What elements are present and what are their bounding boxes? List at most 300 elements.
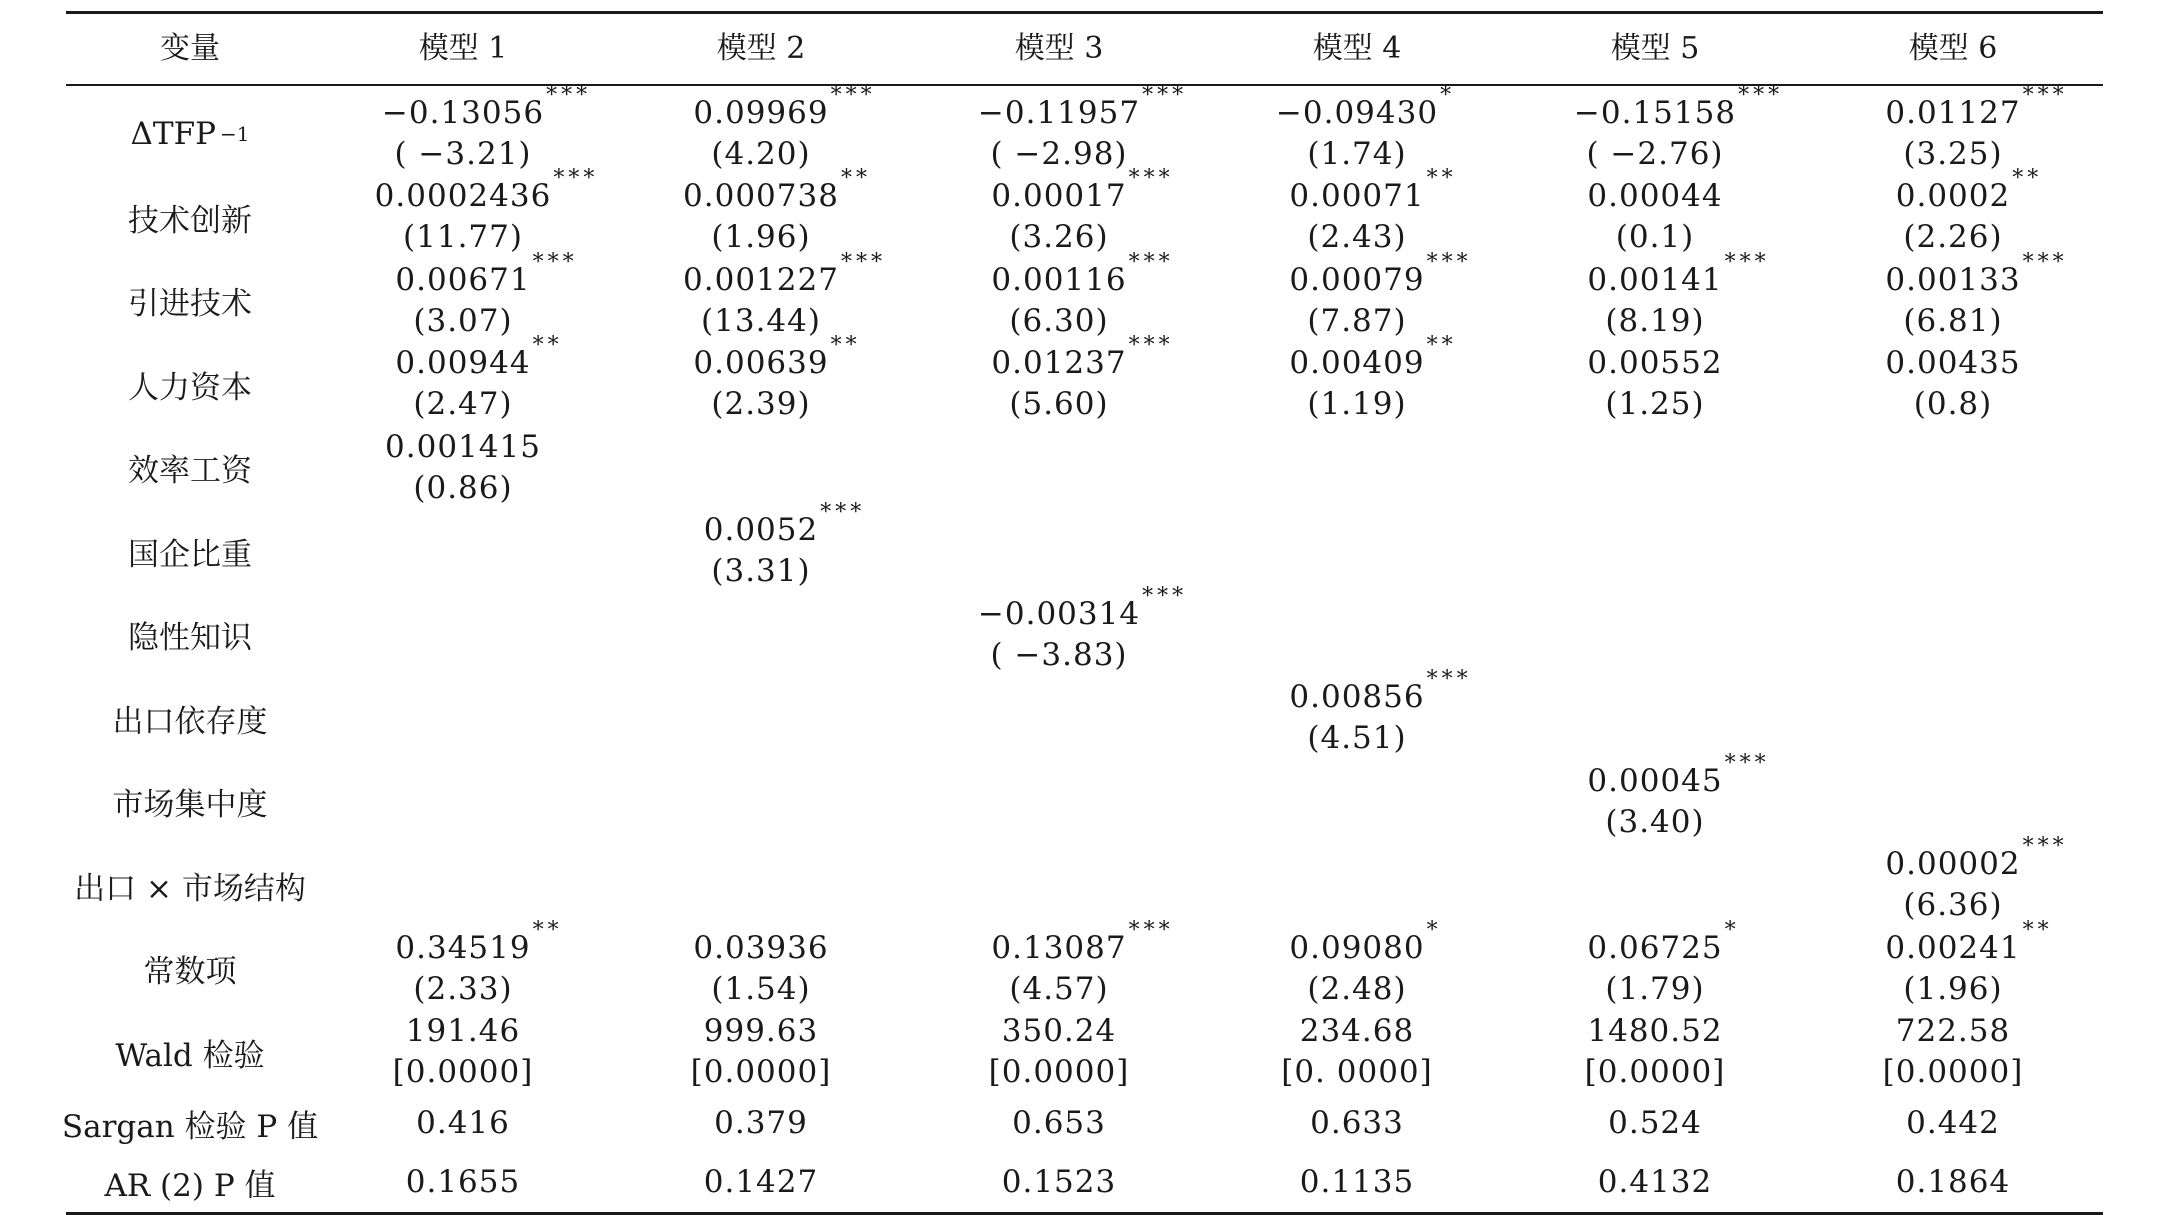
- header-model-1: 模型 1: [418, 31, 508, 66]
- table-cell: [1804, 1094, 2102, 1153]
- table-cell: [910, 333, 1208, 427]
- coefficient-text: 0.0002436: [374, 178, 552, 215]
- coefficient-value: [991, 917, 1174, 969]
- header-model-6: 模型 6: [1908, 31, 1998, 66]
- coefficient-text: 0.34519: [395, 929, 531, 966]
- regression-table: [61, 11, 2103, 1215]
- statistic-value: (4.51): [1307, 720, 1407, 757]
- coefficient-text: 0.1655: [405, 1164, 521, 1200]
- table-cell: [314, 166, 612, 260]
- coefficient-text: 234.68: [1299, 1013, 1415, 1050]
- table-cell: [612, 1094, 910, 1153]
- statistic-value: (1.25): [1605, 386, 1705, 423]
- table-cell: [612, 677, 910, 761]
- coefficient-value: [1289, 667, 1472, 718]
- statistic-value: ( −2.76): [1586, 135, 1724, 172]
- table-row: [66, 583, 2103, 677]
- statistic-value: (1.96): [1903, 970, 2003, 1007]
- table-header: [66, 14, 2103, 86]
- coefficient-value: [977, 82, 1188, 134]
- coefficient-value: [714, 1103, 808, 1144]
- table-cell: [1804, 249, 2102, 343]
- coefficient-text: 0.00671: [395, 261, 531, 298]
- coefficient-text: 0.09969: [693, 94, 829, 131]
- coefficient-text: 0.01127: [1885, 94, 2021, 131]
- table-cell: [910, 583, 1208, 677]
- table-cell: [612, 844, 910, 928]
- variable-name: 人力资本: [128, 369, 252, 406]
- statistic-value: ( −3.21): [394, 135, 532, 172]
- table-row: [66, 834, 2103, 928]
- coefficient-value: [1310, 1103, 1404, 1144]
- coefficient-value: [1275, 82, 1456, 134]
- table-cell: [314, 333, 612, 427]
- table-cell: [910, 1094, 1208, 1153]
- table-cell: [1804, 1153, 2102, 1212]
- table-cell: [1804, 760, 2102, 844]
- coefficient-text: 0.653: [1012, 1105, 1106, 1141]
- table-cell: [1506, 343, 1804, 427]
- significance-stars: *: [1426, 917, 1442, 943]
- statistic-value: (2.48): [1307, 970, 1407, 1007]
- significance-stars: ***: [1142, 583, 1188, 609]
- table-cell: [1804, 426, 2102, 510]
- significance-stars: *: [1724, 917, 1740, 943]
- statistic-value: (4.20): [711, 135, 811, 172]
- significance-stars: ***: [1724, 750, 1770, 776]
- coefficient-text: 0.1135: [1299, 1164, 1415, 1200]
- coefficient-text: −0.00314: [977, 595, 1141, 632]
- coefficient-text: 0.09080: [1289, 929, 1425, 966]
- significance-stars: **: [532, 333, 563, 359]
- statistic-value: (6.81): [1903, 302, 2003, 339]
- table-cell: [1208, 844, 1506, 928]
- table-cell: [910, 1153, 1208, 1212]
- coefficient-value: [1587, 750, 1770, 802]
- statistic-value: [0.0000]: [392, 1054, 534, 1091]
- coefficient-text: 0.00241: [1885, 929, 2021, 966]
- table-cell: [1208, 917, 1506, 1011]
- coefficient-value: [1587, 1011, 1722, 1052]
- coefficient-value: [395, 333, 563, 384]
- statistic-value: (2.43): [1307, 219, 1407, 256]
- coefficient-value: [374, 166, 599, 217]
- coefficient-text: 191.46: [405, 1013, 521, 1050]
- coefficient-value: [1587, 176, 1722, 217]
- statistic-value: (5.60): [1009, 386, 1109, 423]
- coefficient-value: [991, 249, 1174, 301]
- coefficient-text: 0.1523: [1001, 1164, 1117, 1200]
- table-cell: [612, 927, 910, 1011]
- variable-name: 隐性知识: [128, 620, 252, 657]
- coefficient-text: 0.001415: [385, 428, 541, 465]
- significance-stars: ***: [553, 166, 599, 192]
- variable-name: AR (2) P 值: [104, 1168, 276, 1204]
- table-row: [66, 500, 2103, 594]
- table-cell: [612, 166, 910, 260]
- table-cell: [1804, 343, 2102, 427]
- coefficient-text: −0.11957: [977, 94, 1141, 131]
- table-cell: [314, 844, 612, 928]
- table-cell: [910, 166, 1208, 260]
- table-cell: [910, 1011, 1208, 1095]
- significance-stars: **: [1426, 166, 1457, 192]
- table-cell: [910, 249, 1208, 343]
- header-model-4: 模型 4: [1312, 31, 1402, 66]
- statistic-value: (2.26): [1903, 219, 2003, 256]
- statistic-value: (6.30): [1009, 302, 1109, 339]
- table-cell: [1506, 510, 1804, 594]
- coefficient-text: 0.0002: [1895, 178, 2011, 215]
- coefficient-text: 0.00552: [1587, 345, 1723, 382]
- table-cell: [1506, 82, 1804, 176]
- table-cell: [1208, 593, 1506, 677]
- table-cell: [1804, 166, 2102, 260]
- coefficient-value: [1598, 1162, 1712, 1203]
- table-cell: [1208, 760, 1506, 844]
- variable-name: Wald 检验: [115, 1037, 265, 1074]
- coefficient-value: [1587, 917, 1740, 969]
- variable-name: 引进技术: [128, 286, 252, 323]
- variable-subscript: −1: [219, 121, 250, 146]
- coefficient-value: [1573, 82, 1784, 134]
- table-cell: [612, 426, 910, 510]
- variable-name: 国企比重: [128, 536, 252, 573]
- significance-stars: ***: [1738, 82, 1784, 108]
- row-variable-label: [61, 1094, 319, 1153]
- table-row: [66, 82, 2103, 176]
- table-cell: [1208, 166, 1506, 260]
- variable-name: 出口 × 市场结构: [74, 870, 306, 907]
- coefficient-value: [977, 583, 1188, 635]
- table-row: [61, 1094, 2103, 1153]
- coefficient-value: [1289, 166, 1457, 217]
- coefficient-text: 0.001227: [683, 261, 839, 298]
- table-cell: [1804, 82, 2102, 176]
- coefficient-value: [1002, 1162, 1116, 1203]
- statistic-value: ( −3.83): [990, 636, 1128, 673]
- significance-stars: ***: [2022, 82, 2068, 108]
- table-row: [66, 667, 2103, 761]
- significance-stars: ***: [1128, 249, 1174, 275]
- table-cell: [1506, 249, 1804, 343]
- table-row: [66, 917, 2103, 1011]
- coefficient-text: 0.00002: [1885, 846, 2021, 883]
- table-cell: [1208, 1011, 1506, 1095]
- table-row: [66, 426, 2103, 510]
- coefficient-text: −0.13056: [381, 94, 545, 131]
- coefficient-value: [1002, 1011, 1116, 1052]
- coefficient-text: 0.00017: [991, 178, 1127, 215]
- significance-stars: ***: [820, 500, 866, 526]
- significance-stars: ***: [830, 82, 876, 108]
- significance-stars: **: [1426, 333, 1457, 359]
- coefficient-value: [1587, 343, 1722, 384]
- coefficient-text: 1480.52: [1587, 1013, 1723, 1050]
- table-cell: [1506, 677, 1804, 761]
- table-cell: [1208, 1153, 1506, 1212]
- coefficient-value: [395, 249, 578, 301]
- table-row: [66, 1153, 2103, 1212]
- coefficient-value: [406, 1011, 520, 1052]
- row-variable-label: [66, 593, 314, 677]
- statistic-value: (2.47): [413, 386, 513, 423]
- coefficient-value: [693, 82, 876, 134]
- table-cell: [910, 426, 1208, 510]
- row-variable-label: [66, 259, 314, 343]
- significance-stars: ***: [1128, 917, 1174, 943]
- table-cell: [1208, 510, 1506, 594]
- statistic-value: [0. 0000]: [1281, 1054, 1433, 1091]
- table-row: [66, 1011, 2103, 1095]
- table-cell: [1506, 593, 1804, 677]
- coefficient-text: 999.63: [703, 1013, 819, 1050]
- coefficient-value: [991, 166, 1174, 217]
- coefficient-text: 0.13087: [991, 929, 1127, 966]
- coefficient-text: 0.06725: [1587, 929, 1723, 966]
- coefficient-text: 0.0052: [703, 512, 819, 549]
- coefficient-text: 0.000738: [683, 178, 839, 215]
- statistic-value: (3.07): [413, 302, 513, 339]
- coefficient-text: 0.524: [1608, 1105, 1702, 1141]
- coefficient-text: 0.633: [1310, 1105, 1404, 1141]
- table-cell: [1804, 677, 2102, 761]
- coefficient-value: [385, 427, 541, 468]
- significance-stars: **: [830, 333, 861, 359]
- coefficient-value: [1906, 1103, 2000, 1144]
- coefficient-value: [693, 928, 828, 969]
- coefficient-value: [381, 82, 592, 134]
- statistic-value: (4.57): [1009, 970, 1109, 1007]
- table-cell: [314, 82, 612, 176]
- row-variable-label: [66, 176, 314, 260]
- significance-stars: ***: [1426, 249, 1472, 275]
- statistic-value: (0.1): [1615, 219, 1695, 256]
- coefficient-text: 722.58: [1895, 1013, 2011, 1050]
- coefficient-value: [1885, 343, 2020, 384]
- statistic-value: (6.36): [1903, 887, 2003, 924]
- table-cell: [1208, 667, 1506, 761]
- statistic-value: (1.96): [711, 219, 811, 256]
- statistic-value: (3.26): [1009, 219, 1109, 256]
- statistic-value: [0.0000]: [988, 1054, 1130, 1091]
- coefficient-value: [1896, 1011, 2010, 1052]
- significance-stars: ***: [532, 249, 578, 275]
- statistic-value: (8.19): [1605, 302, 1705, 339]
- statistic-value: ( −2.98): [990, 135, 1128, 172]
- coefficient-value: [1895, 166, 2043, 217]
- variable-name: 常数项: [143, 954, 237, 991]
- coefficient-value: [1885, 249, 2068, 301]
- coefficient-text: 0.416: [416, 1105, 510, 1141]
- table-cell: [1506, 1153, 1804, 1212]
- table-cell: [314, 1153, 612, 1212]
- table-cell: [612, 249, 910, 343]
- table-cell: [1506, 176, 1804, 260]
- table-cell: [612, 1153, 910, 1212]
- coefficient-text: 0.00116: [991, 261, 1127, 298]
- row-variable-label: [66, 510, 314, 594]
- row-variable-label: [66, 677, 314, 761]
- coefficient-value: [1885, 834, 2068, 885]
- statistic-value: (7.87): [1307, 302, 1407, 339]
- table-cell: [1208, 333, 1506, 427]
- table-cell: [910, 677, 1208, 761]
- table-cell: [314, 593, 612, 677]
- coefficient-value: [1608, 1103, 1702, 1144]
- coefficient-value: [991, 333, 1174, 384]
- table-cell: [612, 1011, 910, 1095]
- coefficient-text: 0.00045: [1587, 762, 1723, 799]
- table-cell: [1804, 917, 2102, 1011]
- row-variable-label: [66, 343, 314, 427]
- coefficient-text: 0.00409: [1289, 345, 1425, 382]
- significance-stars: ***: [1142, 82, 1188, 108]
- table-cell: [1804, 510, 2102, 594]
- table-cell: [612, 760, 910, 844]
- header-model-5: 模型 5: [1610, 31, 1700, 66]
- table-cell: [1208, 426, 1506, 510]
- statistic-value: (3.25): [1903, 135, 2003, 172]
- coefficient-value: [704, 1011, 818, 1052]
- row-variable-label: [66, 760, 314, 844]
- table-cell: [314, 1094, 612, 1153]
- coefficient-text: 0.379: [714, 1105, 808, 1141]
- table-cell: [910, 760, 1208, 844]
- coefficient-text: 0.00944: [395, 345, 531, 382]
- coefficient-text: 350.24: [1001, 1013, 1117, 1050]
- coefficient-text: 0.03936: [693, 929, 829, 966]
- coefficient-value: [683, 166, 871, 217]
- statistic-value: (1.79): [1605, 970, 1705, 1007]
- statistic-value: (1.54): [711, 970, 811, 1007]
- table-cell: [910, 844, 1208, 928]
- variable-name: Sargan 检验 P 值: [61, 1109, 319, 1145]
- significance-stars: **: [2012, 166, 2043, 192]
- coefficient-text: 0.00071: [1289, 178, 1425, 215]
- table-cell: [1208, 1094, 1506, 1153]
- significance-stars: ***: [840, 249, 886, 275]
- coefficient-value: [683, 249, 886, 301]
- header-model-3: 模型 3: [1014, 31, 1104, 66]
- header-variable: 变量: [160, 31, 220, 66]
- significance-stars: *: [1440, 82, 1456, 108]
- coefficient-text: 0.00141: [1587, 261, 1723, 298]
- table-cell: [1208, 249, 1506, 343]
- variable-name: ΔTFP: [130, 115, 216, 152]
- row-variable-label: [66, 426, 314, 510]
- row-variable-label: [66, 844, 314, 928]
- coefficient-value: [693, 333, 861, 384]
- table-cell: [910, 510, 1208, 594]
- table-cell: [1506, 426, 1804, 510]
- variable-name: 出口依存度: [112, 703, 268, 740]
- table-cell: [1506, 917, 1804, 1011]
- coefficient-value: [1289, 917, 1442, 969]
- statistic-value: (3.40): [1605, 803, 1705, 840]
- coefficient-text: 0.00435: [1885, 345, 2021, 382]
- table-cell: [1804, 834, 2102, 928]
- statistic-value: [0.0000]: [1584, 1054, 1726, 1091]
- table-cell: [612, 500, 910, 594]
- statistic-value: (13.44): [701, 302, 821, 339]
- coefficient-text: 0.00079: [1289, 261, 1425, 298]
- significance-stars: ***: [1128, 333, 1174, 359]
- significance-stars: ***: [2022, 834, 2068, 860]
- coefficient-text: 0.1427: [703, 1164, 819, 1200]
- coefficient-value: [1289, 333, 1457, 384]
- statistic-value: [0.0000]: [1882, 1054, 2024, 1091]
- coefficient-text: 0.00133: [1885, 261, 2021, 298]
- table-cell: [314, 249, 612, 343]
- coefficient-text: 0.00639: [693, 345, 829, 382]
- table-row: [66, 333, 2103, 427]
- significance-stars: **: [2022, 917, 2053, 943]
- table-cell: [910, 82, 1208, 176]
- coefficient-value: [1012, 1103, 1106, 1144]
- coefficient-value: [395, 917, 563, 969]
- statistic-value: (1.74): [1307, 135, 1407, 172]
- statistic-value: (2.33): [413, 970, 513, 1007]
- row-variable-label: [66, 92, 314, 176]
- table-cell: [1208, 82, 1506, 176]
- table-cell: [1506, 1094, 1804, 1153]
- table-cell: [1804, 593, 2102, 677]
- coefficient-text: −0.15158: [1573, 94, 1737, 131]
- table-row: [66, 750, 2103, 844]
- row-variable-label: [66, 1153, 314, 1212]
- statistic-value: (1.19): [1307, 386, 1407, 423]
- statistic-value: (2.39): [711, 386, 811, 423]
- significance-stars: ***: [1128, 166, 1174, 192]
- coefficient-value: [1587, 249, 1770, 301]
- table-cell: [314, 426, 612, 510]
- coefficient-value: [1896, 1162, 2010, 1203]
- table-row: [66, 166, 2103, 260]
- coefficient-value: [1300, 1011, 1414, 1052]
- variable-name: 技术创新: [128, 202, 252, 239]
- significance-stars: **: [532, 917, 563, 943]
- table-cell: [314, 760, 612, 844]
- coefficient-text: 0.442: [1906, 1105, 2000, 1141]
- row-variable-label: [66, 1011, 314, 1095]
- coefficient-value: [1885, 917, 2053, 969]
- table-cell: [910, 917, 1208, 1011]
- coefficient-value: [416, 1103, 510, 1144]
- table-cell: [1506, 750, 1804, 844]
- coefficient-text: 0.00856: [1289, 679, 1425, 716]
- table-cell: [314, 510, 612, 594]
- coefficient-value: [1885, 82, 2068, 134]
- coefficient-value: [703, 500, 866, 551]
- table-cell: [314, 677, 612, 761]
- significance-stars: ***: [1426, 667, 1472, 693]
- coefficient-text: −0.09430: [1275, 94, 1439, 131]
- statistic-value: (0.86): [413, 469, 513, 506]
- coefficient-value: [406, 1162, 520, 1203]
- coefficient-value: [1289, 249, 1472, 301]
- table-body: [61, 82, 2103, 1212]
- table-cell: [1804, 1011, 2102, 1095]
- header-model-2: 模型 2: [716, 31, 806, 66]
- significance-stars: ***: [546, 82, 592, 108]
- significance-stars: **: [840, 166, 871, 192]
- statistic-value: (3.31): [711, 553, 811, 590]
- table-cell: [612, 593, 910, 677]
- table-cell: [1506, 844, 1804, 928]
- statistic-value: (11.77): [403, 219, 523, 256]
- coefficient-text: 0.4132: [1597, 1164, 1713, 1200]
